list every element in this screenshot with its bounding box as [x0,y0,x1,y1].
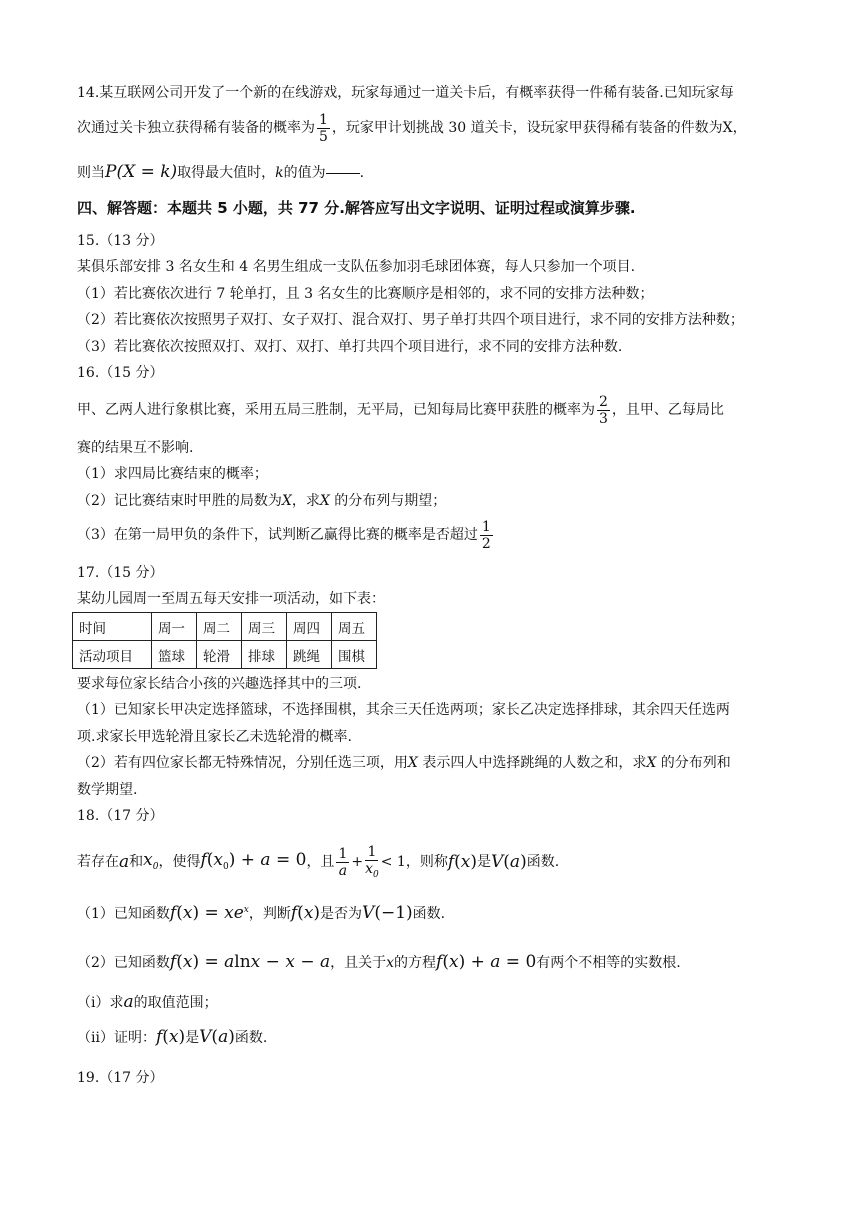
q17-part1-line2: 项.求家长甲选轮滑且家长乙未选轮滑的概率. [77,729,352,745]
q18-condition1: $f(x_0) + a = 0$ [200,850,307,872]
q15-part1: （1）若比赛依次进行 7 轮单打，且 3 名女生的比赛顺序是相邻的，求不同的安排方法种数； [77,286,654,302]
q16-part2: （2）记比赛结束时甲胜的局数为X，求X 的分布列与期望； [77,493,447,509]
table-cell: 排球 [242,641,287,669]
q17-part2-line1: （2）若有四位家长都无特殊情况，分别任选三项，用X 表示四人中选择跳绳的人数之和，求X 的分布列和 [77,755,731,771]
table-cell: 围棋 [332,641,377,669]
q15-part2: （2）若比赛依次按照男子双打、女子双打、混合双打、男子单打共四个项目进行，求不同的安排方法种数； [77,312,744,328]
q14-line2: 次通过关卡独立获得稀有装备的概率为 $\frac{1}{5}$ ，玩家甲计划挑战 30 道关卡，设玩家甲获得稀有装备的件数为X， [77,111,747,145]
q18-part1: （1）已知函数 $f(x) = xe^x$ ，判断 f(x) 是否为 V(−1) 函数. [77,903,446,923]
q17-part1-line1: （1）已知家长甲决定选择篮球，不选择围棋，其余三天任选两项；家长乙决定选择排球，其余四天任选两 [77,702,730,718]
q14-prob-expression: P(X = k) [105,162,178,182]
q19-label: 19.（17 分） [77,1070,164,1086]
q17-requirement: 要求每位家长结合小孩的兴趣选择其中的三项. [77,676,362,692]
table-cell: 周一 [152,613,197,641]
q14-line1: 14.某互联网公司开发了一个新的在线游戏，玩家每通过一道关卡后，有概率获得一件稀有装备.已知玩家每 [77,85,734,101]
q16-label: 16.（15 分） [77,365,164,381]
table-cell: 轮滑 [197,641,242,669]
q18-part2-ii: （ⅱ）证明： f(x) 是 V(a) 函数. [77,1027,268,1047]
q17-label: 17.（15 分） [77,565,164,581]
table-cell: 活动项目 [73,641,152,669]
q17-part2-line2: 数学期望. [77,782,138,798]
table-cell: 周五 [332,613,377,641]
q16-part1: （1）求四局比赛结束的概率； [77,466,268,482]
section-heading: 四、解答题：本题共 5 小题，共 77 分.解答应写出文字说明、证明过程或演算步骤. [77,199,636,217]
q16-half-fraction: $\frac{1}{2}$ [481,518,491,552]
q16-stem-line2: 赛的结果互不影响. [77,440,194,456]
q17-stem: 某幼儿园周一至周五每天安排一项活动，如下表： [77,591,385,607]
q16-fraction: $\frac{2}{3}$ [599,393,608,427]
q18-definition: 若存在 a 和 $x_0$ ，使得 $f(x_0) + a = 0$ ，且 $\frac{1}{a}$ + $\frac{1}{x_0}$ < 1 ，则称 f(x) 是 V(a) 函数. [77,843,560,880]
q15-stem: 某俱乐部安排 3 名女生和 4 名男生组成一支队伍参加羽毛球团体赛，每人只参加一个项目. [77,259,636,275]
table-row [73,641,377,669]
table-cell: 周三 [242,613,287,641]
q14-line3: 则当 P(X = k) 取得最大值时， k 的值为 . [77,162,365,182]
q15-label: 15.（13 分） [77,233,164,249]
q16-stem-line1: 甲、乙两人进行象棋比赛，采用五局三胜制，无平局，已知每局比赛甲获胜的概率为 $\frac{2}{3}$ ，且甲、乙每局比 [77,393,724,427]
table-cell: 篮球 [152,641,197,669]
table-cell: 跳绳 [287,641,332,669]
table-cell: 周二 [197,613,242,641]
table-cell: 时间 [73,613,152,641]
q18-part2: （2）已知函数 f(x) = alnx − x − a ，且关于 x 的方程 f(x) + a = 0 有两个不相等的实数根. [77,952,681,972]
q14-fraction: $\frac{1}{5}$ [319,111,328,145]
q18-part2-i: （ⅰ）求 a 的取值范围； [77,992,218,1012]
answer-blank [326,172,360,174]
q16-part3: （3）在第一局甲负的条件下，试判断乙赢得比赛的概率是否超过 $\frac{1}{2}$ [77,518,491,552]
table-cell: 周四 [287,613,332,641]
table-header-row [73,613,377,641]
activity-table [72,612,377,669]
q18-label: 18.（17 分） [77,808,164,824]
q15-part3: （3）若比赛依次按照双打、双打、双打、单打共四个项目进行，求不同的安排方法种数. [77,339,623,355]
